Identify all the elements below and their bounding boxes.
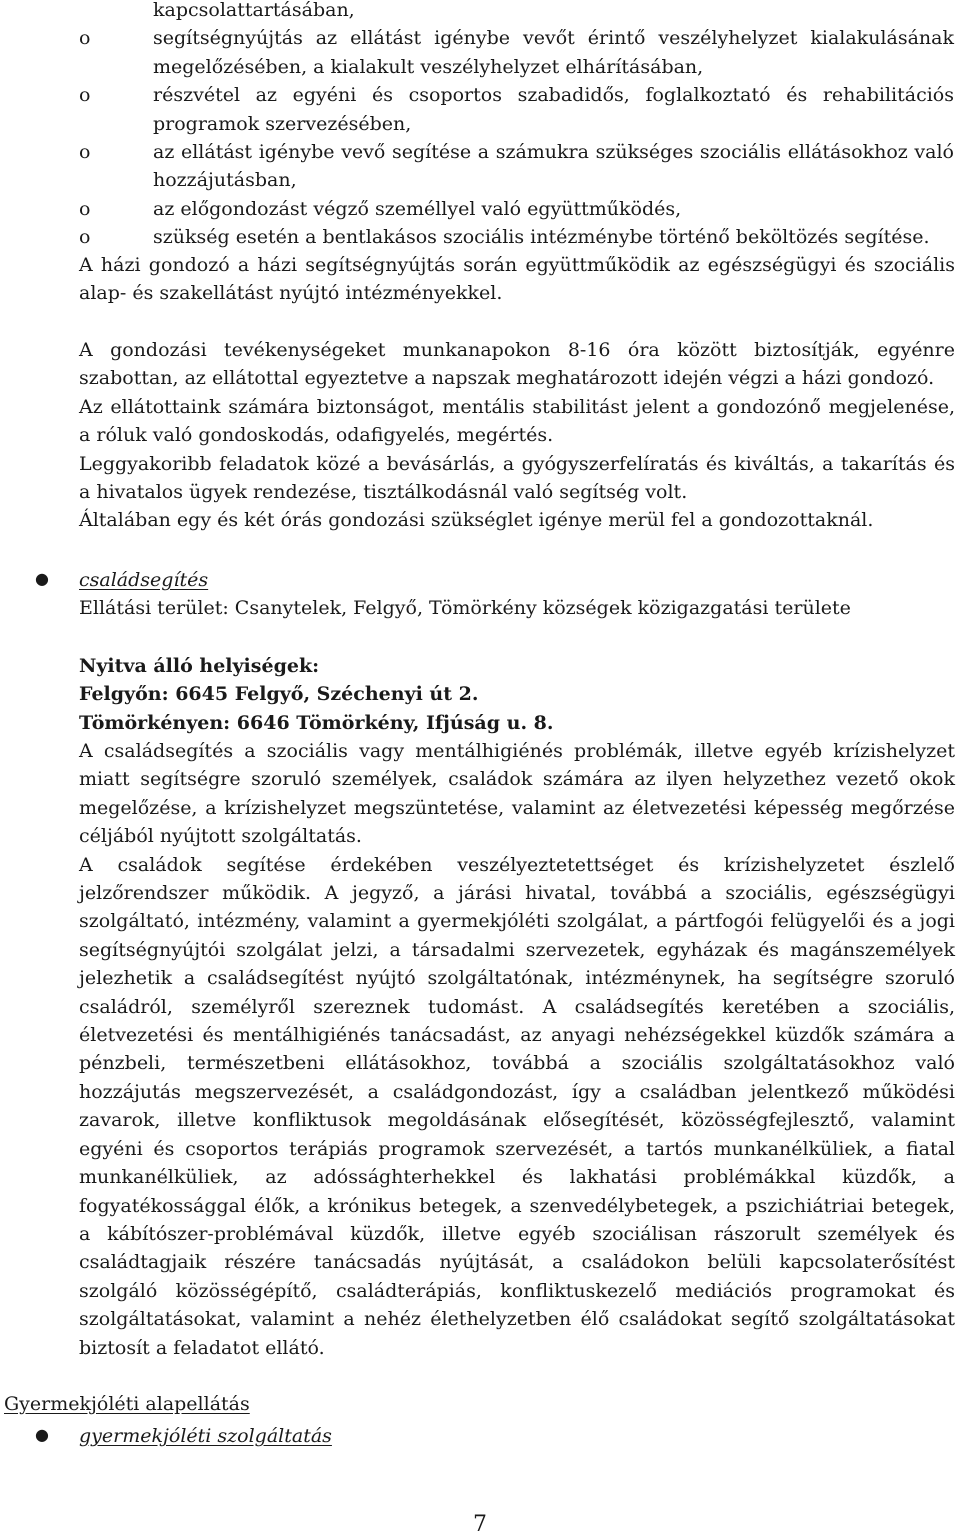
hollow-bullet-icon: o [79, 84, 91, 107]
bullet-icon: ● [35, 569, 49, 588]
list-item-text: szükség esetén a bentlakásos szociális intézménybe történő beköltözés segítése. [153, 226, 930, 249]
hollow-bullet-icon: o [79, 197, 91, 220]
list-item-text: az előgondozást végző személlyel való együttműködés, [153, 197, 682, 220]
list-item-text: kapcsolattartásában, [153, 0, 355, 21]
offices-block [79, 652, 955, 737]
family-support-title: családsegítés [79, 569, 209, 591]
care-hours-paragraph: A gondozási tevékenységeket munkanapokon 8-16 óra között biztosítják, egyénre szabottan, az ellátottal egyeztetve a napszak meghatározott idején végzi a házi gondozó. [79, 339, 955, 390]
list-item-text: részvétel az egyéni és csoportos szabadidős, foglalkoztató és rehabilitációs programok szervezésében, [153, 84, 954, 135]
hollow-bullet-icon: o [79, 226, 91, 249]
office-address: Tömörkényen: 6646 Tömörkény, Ifjúság u. 8. [79, 711, 554, 734]
list-item [0, 0, 960, 24]
hollow-bullet-icon: o [79, 141, 91, 164]
child-welfare-item: gyermekjóléti szolgáltatás [79, 1425, 332, 1447]
offices-heading: Nyitva álló helyiségek: [79, 655, 320, 677]
list-item [0, 138, 960, 195]
family-support-definition: A családsegítés a szociális vagy mentálhigiénés problémák, illetve egyéb krízishelyzet miatt segítségre szoruló személyek, családok számára az ilyen helyzethez vezető okok megelőzése, a krízishelyzet megszüntetése, valamint az életvezetési képesség megőrzése céljából nyújtott szolgáltatás. [79, 740, 955, 848]
task-list [0, 0, 960, 252]
cooperation-paragraph: A házi gondozó a házi segítségnyújtás során együttműködik az egészségügyi és szociális alap- és szakellátást nyújtó intézményekkel. [79, 254, 955, 305]
care-paragraph-block [79, 336, 955, 535]
care-security-paragraph: Az ellátottaink számára biztonságot, mentális stabilitást jelent a gondozónő megjelenése, a róluk való gondoskodás, odafigyelés, megértés. [79, 395, 955, 447]
list-item [0, 24, 960, 81]
service-area: Ellátási terület: Csanytelek, Felgyő, Tömörkény községek közigazgatási területe [79, 597, 851, 620]
list-item-text: segítségnyújtás az ellátást igénybe vevőt érintő veszélyhelyzet kialakulásának megelőzésében, a kialakult veszélyhelyzet elhárításában, [153, 27, 954, 78]
care-need-paragraph: Általában egy és két órás gondozási szükséglet igénye merül fel a gondozottaknál. [79, 509, 874, 532]
care-tasks-paragraph: Leggyakoribb feladatok közé a bevásárlás, a gyógyszerfelíratás és kiváltás, a takarítás és a hivatalos ügyek rendezése, tisztálkodásnál való segítség volt. [79, 452, 955, 504]
list-item-text: az ellátást igénybe vevő segítése a számukra szükséges szociális ellátásokhoz való hozzájutásban, [153, 141, 954, 192]
page-number: 7 [473, 1512, 487, 1537]
list-item [0, 195, 960, 223]
family-support-body [79, 737, 955, 1362]
bullet-icon: ● [35, 1425, 49, 1444]
hollow-bullet-icon: o [79, 27, 91, 50]
list-item [0, 223, 960, 251]
family-support-header [79, 566, 955, 623]
section-heading: Gyermekjóléti alapellátás [4, 1393, 250, 1415]
family-support-description: A családok segítése érdekében veszélyeztetettséget és krízishelyzetet észlelő jelzőrendszer működik. A jegyző, a járási hivatal, továbbá a szociális, egészségügyi szolgáltató, intézmény, valamint a gyermekjóléti szolgálat, a pártfogói felügyelői és a jogi segítségnyújtói szolgálat jelzi, a társadalmi szervezetek, egyházak és magánszemélyek jelezhetik a családsegítést nyújtó szolgáltatónak, intézménynek, ha segítségre szoruló családról, személyről szereznek tudomást. A családsegítés keretében a szociális, életvezetési és mentálhigiénés tanácsadást, az anyagi nehézségekkel küzdők számára a pénzbeli, természetbeni ellátásokhoz, továbbá a szociális szolgáltatásokhoz való hozzájutás megszervezését, a családgondozást, így a családban jelentkező működési zavarok, illetve konfliktusok megoldásának elősegítését, közösségfejlesztő, valamint egyéni és csoportos terápiás programok szervezését, a tartós munkanélküliek, a fiatal munkanélküliek, az adóssághterhekkel és lakhatási problémákkal küzdők, a fogyatékossággal élők, a krónikus betegek, a szenvedélybetegek, a pszichiátriai betegek, a kábítószer-problémával küzdők, illetve egyéb szociálisan rászorult személyek és családtagjaik részére tanácsadás nyújtását, a családokon belüli kapcsolaterősítést szolgáló közösségépítő, családterápiás, konfliktuskezelő mediációs programokat és szolgáltatásokat, valamint a nehéz élethelyzetben élő családokat segítő szolgáltatásokat biztosít a feladatot ellátó. [79, 853, 955, 1359]
office-address: Felgyőn: 6645 Felgyő, Széchenyi út 2. [79, 683, 479, 706]
list-item [0, 81, 960, 138]
